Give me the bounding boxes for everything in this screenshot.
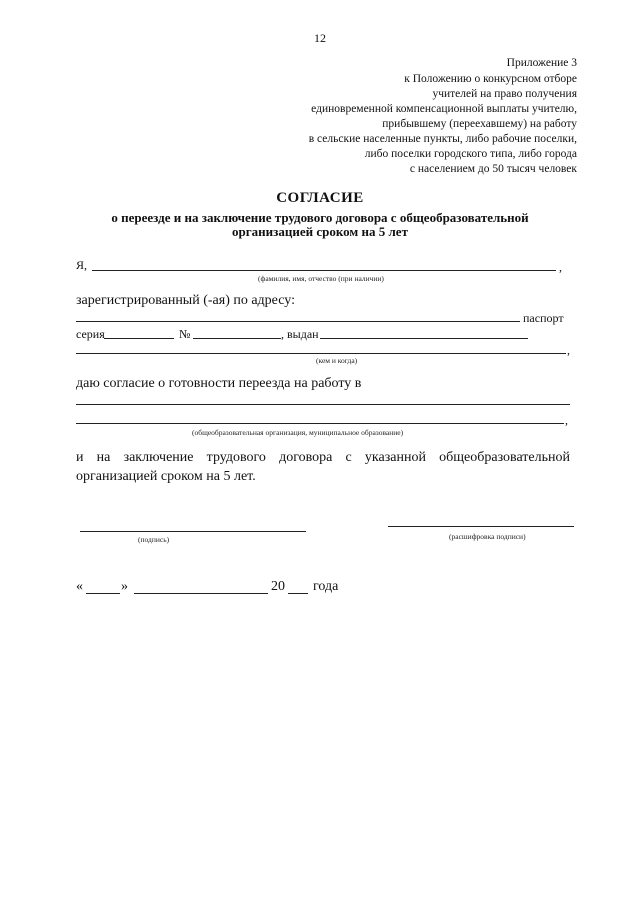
consent-text: даю согласие о готовности переезда на работу в xyxy=(76,376,362,391)
comma: , xyxy=(559,260,562,274)
passport-number-field[interactable] xyxy=(193,338,281,339)
date-day-field[interactable] xyxy=(86,593,120,594)
document-subtitle xyxy=(60,211,580,239)
subtitle-line: о переезде и на заключение трудового договора с общеобразовательной xyxy=(111,210,529,225)
document-title: СОГЛАСИЕ xyxy=(276,190,364,206)
date-year-word: года xyxy=(313,579,339,594)
appendix-header xyxy=(309,56,577,177)
issued-by-field-continued[interactable] xyxy=(76,353,566,354)
registered-label: зарегистрированный (-ая) по адресу: xyxy=(76,293,295,308)
passport-series-field[interactable] xyxy=(104,338,174,339)
full-name-field[interactable] xyxy=(92,270,556,271)
date-open-quote: « xyxy=(76,579,83,594)
appendix-line: учителей на право получения xyxy=(432,88,577,100)
full-name-caption: (фамилия, имя, отчество (при наличии) xyxy=(258,274,384,283)
appendix-line: прибывшему (переехавшему) на работу xyxy=(382,118,577,130)
issued-caption: (кем и когда) xyxy=(316,356,358,365)
appendix-line: либо поселки городского типа, либо города xyxy=(364,148,577,160)
subtitle-line: организацией сроком на 5 лет xyxy=(232,224,408,239)
passport-label: паспорт xyxy=(523,311,564,325)
date-close-quote: » xyxy=(121,579,128,594)
date-century: 20 xyxy=(271,579,285,594)
appendix-line: с населением до 50 тысяч человек xyxy=(409,163,577,175)
date-month-field[interactable] xyxy=(134,593,268,594)
signature-caption: (подпись) xyxy=(138,535,170,544)
organization-field[interactable] xyxy=(76,404,570,405)
comma: , xyxy=(567,343,570,357)
date-year-field[interactable] xyxy=(288,593,308,594)
issued-by-field[interactable] xyxy=(320,338,528,339)
contract-text-line: и на заключение трудового договора с указанной общеобразовательной xyxy=(76,450,570,465)
organization-field-continued[interactable] xyxy=(76,423,564,424)
contract-text xyxy=(76,448,570,486)
comma: , xyxy=(565,413,568,427)
signature-decode-caption: (расшифровка подписи) xyxy=(449,532,526,541)
series-label: серия xyxy=(76,327,105,341)
organization-caption: (общеобразовательная организация, муниципальное образование) xyxy=(192,428,404,437)
appendix-line: в сельские населенные пункты, либо рабочие поселки, xyxy=(308,133,577,145)
number-label: № xyxy=(179,327,191,341)
issued-label: , выдан xyxy=(281,327,319,341)
appendix-line: единовременной компенсационной выплаты учителю, xyxy=(311,103,577,115)
address-field[interactable] xyxy=(76,321,520,322)
contract-text-line: организацией сроком на 5 лет. xyxy=(76,469,256,484)
signature-decode-field[interactable] xyxy=(388,526,574,527)
signature-field[interactable] xyxy=(80,531,306,532)
page-number: 12 xyxy=(314,31,326,45)
appendix-line: к Положению о конкурсном отборе xyxy=(404,73,577,85)
appendix-label: Приложение 3 xyxy=(506,57,577,69)
i-label: Я, xyxy=(76,258,88,272)
